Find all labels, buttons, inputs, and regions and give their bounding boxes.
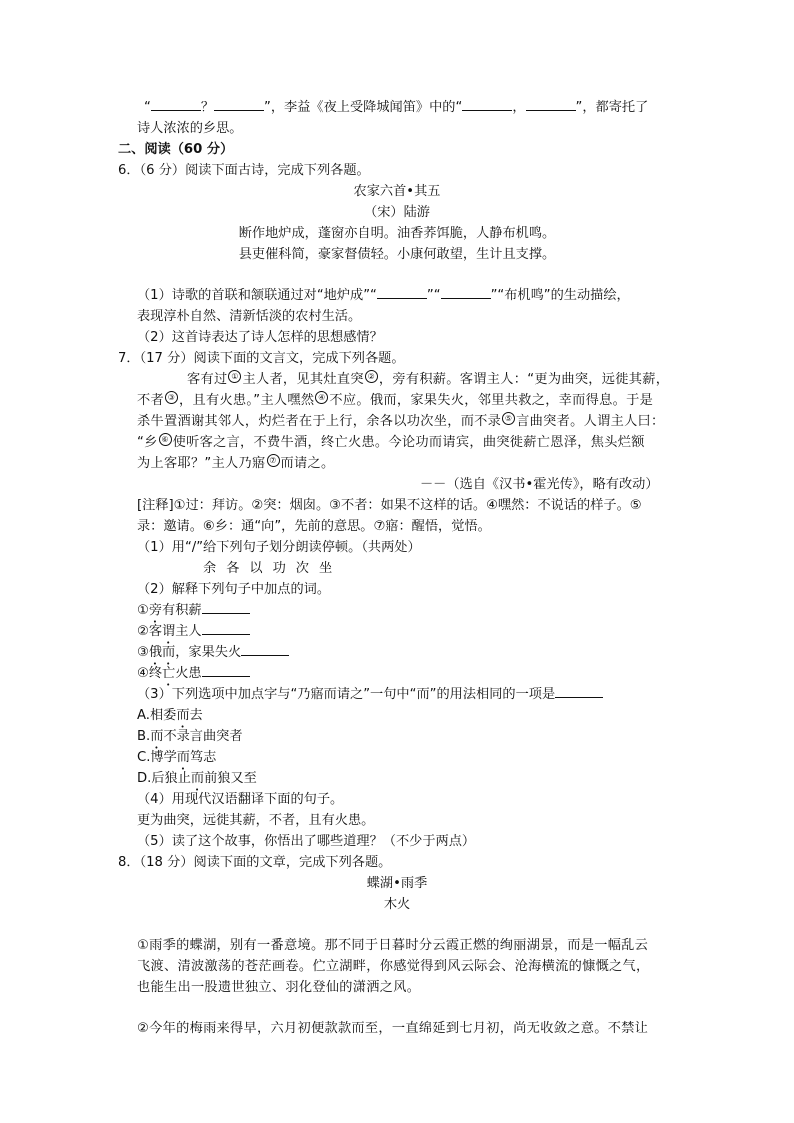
q7-sub2-item-3: ③俄而，家果失火 xyxy=(137,643,289,668)
section-title: 二、阅读（60 分） xyxy=(118,142,234,157)
passage-line-3: 杀牛置酒谢其邻人，灼烂者在于上行，余各以功次坐，而不录 ⑤ 言曲突者。人谓主人曰： xyxy=(137,414,665,429)
article-author: 木火 xyxy=(383,897,411,912)
passage-source: －－（选自《汉书•霍光传》，略有改动） xyxy=(420,477,659,492)
q7-sub2: （2）解释下列句子中加点的词。 xyxy=(137,582,331,597)
option-c[interactable]: C.博学而笃志 xyxy=(137,750,217,765)
passage-line-1: 客有过 ① 主人者，见其灶直突 ② ，旁有积薪。客谓主人：“更为曲突，远徙其薪， xyxy=(187,372,670,387)
answer-blank[interactable] xyxy=(377,286,427,299)
q6-sub1: （1）诗歌的首联和颔联通过对“地炉成”“ ”“ ”“布机鸣”的生动描绘， xyxy=(137,288,630,303)
answer-blank[interactable] xyxy=(151,98,201,111)
poem-line-1: 断作地炉成，蓬窗亦自明。油香荞饵脆，人静布机鸣。 xyxy=(238,226,556,241)
answer-blank[interactable] xyxy=(202,622,250,635)
answer-blank[interactable] xyxy=(214,98,264,111)
article-title: 蝶湖•雨季 xyxy=(366,876,428,891)
article-p1-line-2: 飞渡、清波激荡的苍茫画卷。伫立湖畔，你感觉得到风云际会、沧海横流的慷慨之气， xyxy=(137,959,650,974)
option-b[interactable]: B.而不录言曲突者 xyxy=(137,729,243,744)
q7-sub1: （1）用“/”给下列句子划分朗读停顿。（共两处） xyxy=(137,540,421,555)
poem-line-2: 县吏催科简，豪家督债轻。小康何敢望，生计且支撑。 xyxy=(238,247,556,262)
annotation-line-1: [注释]①过：拜访。②突：烟囱。③不者：如果不这样的话。④嘿然：不说话的样子。⑤ xyxy=(137,498,642,513)
option-d[interactable]: D.后狼止而前狼又至 xyxy=(137,771,257,786)
q7-sub2-item-4: ④终亡火患 xyxy=(137,664,250,689)
q7-sub5: （5）读了这个故事，你悟出了哪些道理？（不少于两点） xyxy=(137,834,476,849)
article-p1-line-3: 也能生出一股遗世独立、羽化登仙的潇洒之风。 xyxy=(137,980,421,995)
note-marker: ③ xyxy=(165,391,178,404)
q7-sub2-item-2: ②客谓主人 xyxy=(137,622,250,647)
q8-intro: 8．（18 分）阅读下面的文章，完成下列各题。 xyxy=(118,855,392,870)
q6-intro: 6．（6 分）阅读下面古诗，完成下列各题。 xyxy=(118,163,370,178)
pause-sentence: 余 各 以 功 次 坐 xyxy=(203,561,333,576)
option-a[interactable]: A.相委而去 xyxy=(137,708,203,723)
q7-sub4: （4）用现代汉语翻译下面的句子。 xyxy=(137,792,344,807)
note-marker: ④ xyxy=(315,391,328,404)
passage-line-4: “乡 ⑥ 使听客之言，不费牛酒，终亡火患。今论功而请宾，曲突徙薪亡恩泽，焦头烂额 xyxy=(137,435,645,450)
q6-sub2: （2）这首诗表达了诗人怎样的思想感情？ xyxy=(137,330,383,345)
article-p2-line-1: ②今年的梅雨来得早，六月初便款款而至，一直绵延到七月初，尚无收敛之意。不禁让 xyxy=(137,1021,649,1036)
note-marker: ⑥ xyxy=(159,433,172,446)
q6-sub1-cont: 表现淳朴自然、清新恬淡的农村生活。 xyxy=(137,309,362,324)
answer-blank[interactable] xyxy=(462,98,512,111)
answer-blank[interactable] xyxy=(241,643,289,656)
answer-blank[interactable] xyxy=(202,601,250,614)
note-marker: ⑦ xyxy=(267,454,280,467)
q7-sub2-item-1: ①旁有积薪 xyxy=(137,601,250,626)
answer-blank[interactable] xyxy=(202,664,250,677)
q7-sub3: （3）下列选项中加点字与“乃寤而请之”一句中“而”的用法相同的一项是 xyxy=(137,685,603,705)
passage-line-5: 为上客耶？”主人乃寤 ⑦ 而请之。 xyxy=(137,456,335,471)
q5-line-2: 诗人浓浓的乡思。 xyxy=(137,121,243,136)
poem-author: （宋）陆游 xyxy=(364,205,430,220)
q5-line-1: “ ？ ”，李益《夜上受降城闻笛》中的“ ， ”，都寄托了 xyxy=(144,100,649,115)
note-marker: ② xyxy=(365,370,378,383)
note-marker: ① xyxy=(228,370,241,383)
article-p1-line-1: ①雨季的蝶湖，别有一番意境。那不同于日暮时分云霞正燃的绚丽湖景，而是一幅乱云 xyxy=(137,938,649,953)
answer-blank[interactable] xyxy=(526,98,576,111)
annotation-line-2: 录：邀请。⑥乡：通“向”，先前的意思。⑦寤：醒悟，觉悟。 xyxy=(137,519,491,534)
q7-sub4-sentence: 更为曲突，远徙其薪，不者，且有火患。 xyxy=(137,813,375,828)
q7-intro: 7．（17 分）阅读下面的文言文，完成下列各题。 xyxy=(118,351,405,366)
answer-blank[interactable] xyxy=(441,286,491,299)
poem-title: 农家六首•其五 xyxy=(353,184,441,199)
note-marker: ⑤ xyxy=(502,412,515,425)
answer-blank[interactable] xyxy=(555,685,603,698)
passage-line-2: 不者 ③ ，且有火患。”主人嘿然 ④ 不应。俄而，家果失火，邻里共救之，幸而得息。于是 xyxy=(137,393,654,408)
